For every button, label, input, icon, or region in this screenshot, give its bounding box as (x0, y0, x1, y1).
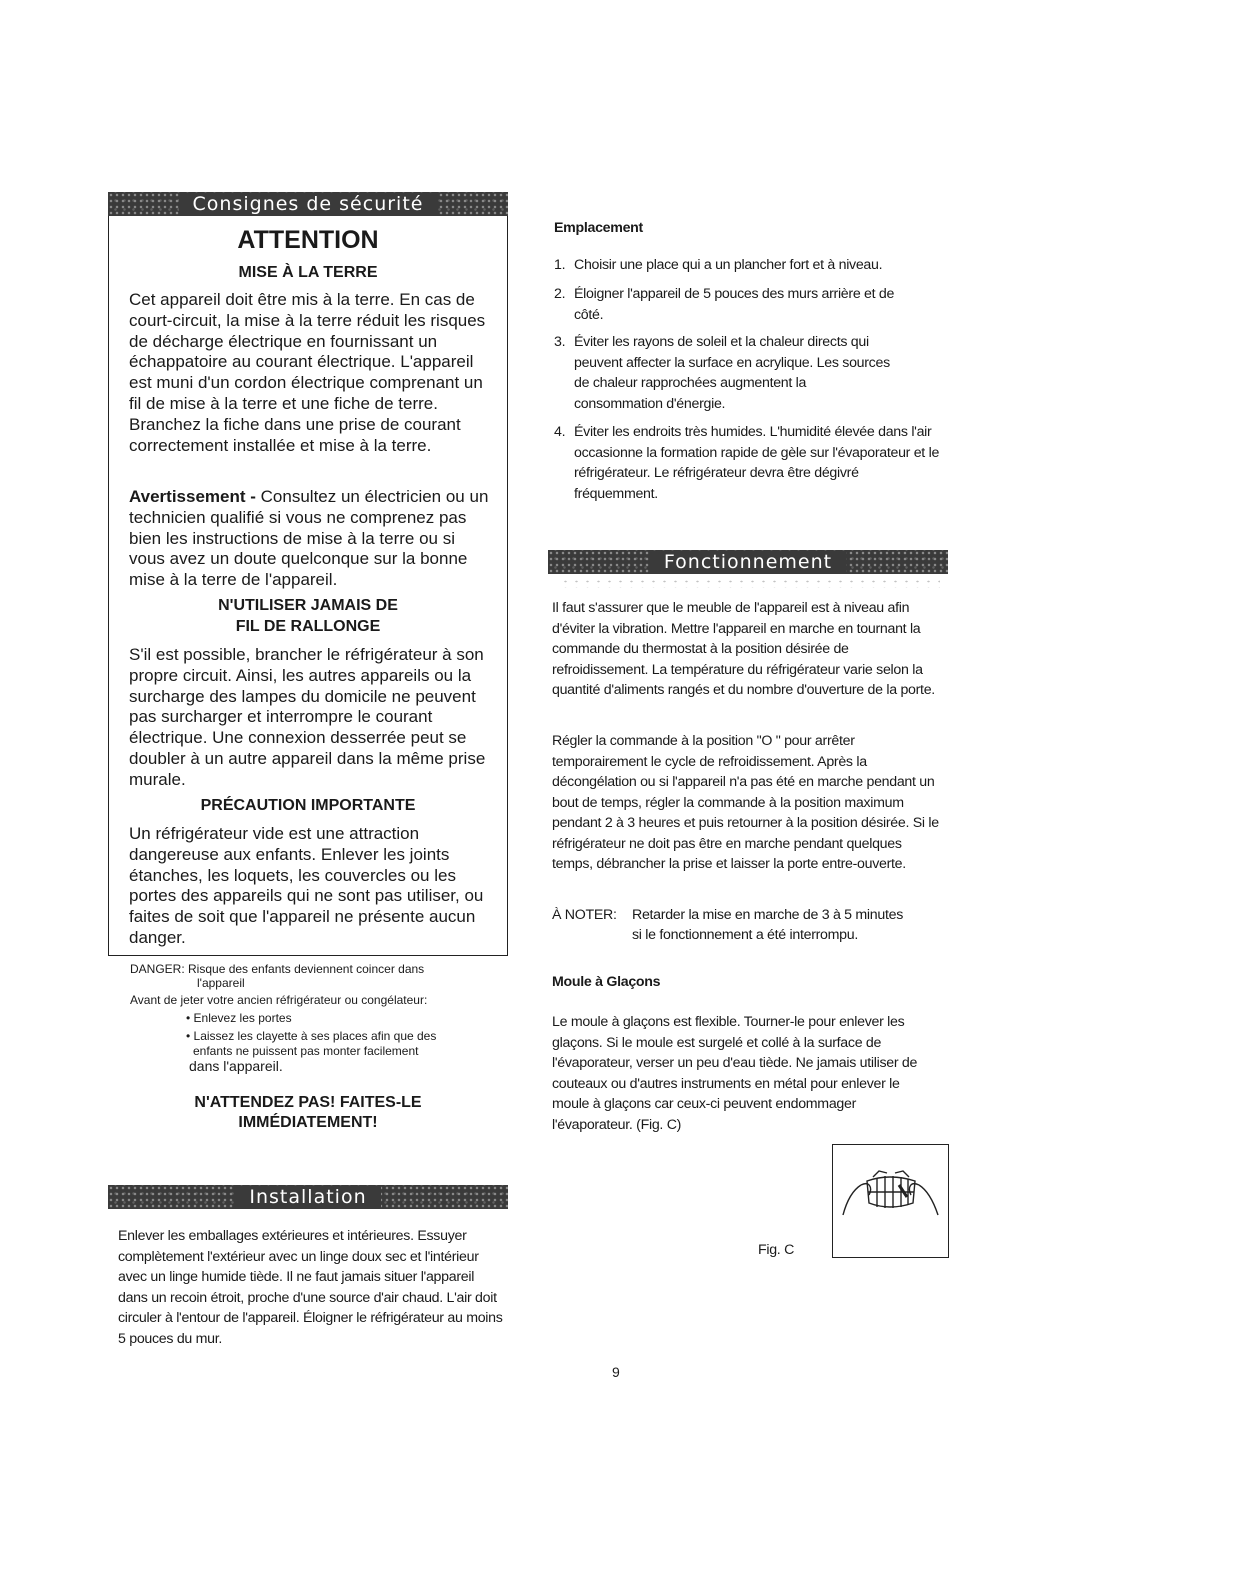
safety-banner (108, 192, 508, 216)
extension-text: S'il est possible, brancher le réfrigérateur à son propre circuit. Ainsi, les autres appareils ou la surcharge des lampes du domicile ne peuvent pas surcharger et interrompre le courant électrique. Une connexion desserrée peut se doubler à un autre appareil dans la même prise murale. (129, 645, 486, 789)
bullet-2a: • Laissez les clayette à ses places afin que des (186, 1029, 437, 1043)
item-number: 4. (554, 424, 566, 440)
emplacement-item-4 (554, 422, 944, 506)
grounding-text: Cet appareil doit être mis à la terre. En cas de court-circuit, la mise à la terre réduit les risques de décharge électrique en fournissant un échappatoire au courant électrique. L'appareil est muni d'un cordon électrique comprenant un fil de mise à la terre et une fiche de terre. Branchez la fiche dans une prise de courant correctement installée et mise à la terre. (129, 290, 486, 455)
installation-banner-text: Installation (235, 1186, 380, 1208)
emplacement-item-3 (554, 332, 934, 416)
extension-title-2: FIL DE RALLONGE (235, 618, 381, 635)
note-label: À NOTER: (552, 907, 617, 923)
fonctionnement-banner (548, 550, 948, 574)
scan-speckle (560, 578, 940, 588)
item-number: 1. (554, 257, 566, 273)
ice-tray-illustration (833, 1145, 948, 1257)
precaution-text: Un réfrigérateur vide est une attraction dangereuse aux enfants. Enlever les joints étanches, les loquets, les couvercles ou les portes des appareils qui ne sont pas utiliser, ou faites de soit que l'appareil ne présente aucun danger. (129, 824, 484, 947)
bullet-2b: enfants ne puissent pas monter facilement (193, 1044, 419, 1058)
emplacement-item-2 (554, 284, 934, 326)
item-number: 2. (554, 286, 566, 302)
grounding-title: MISE À LA TERRE (238, 264, 378, 281)
bullet-2c: dans l'appareil. (189, 1058, 283, 1074)
emplacement-item-1 (554, 255, 934, 277)
extension-title-1: N'UTILISER JAMAIS DE (218, 597, 398, 614)
figure-c (832, 1144, 949, 1258)
safety-banner-text: Consignes de sécurité (179, 193, 438, 215)
fonctionnement-para-1: Il faut s'assurer que le meuble de l'appareil est à niveau afin d'éviter la vibration. Mettre l'appareil en marche en tournant la commande du thermostat à la position désirée de refroidissement. La température du réfrigérateur varie selon la quantité d'aliments rangés et du nombre d'ouverture de la porte. (552, 600, 935, 698)
danger-line-1: DANGER: Risque des enfants deviennent coincer dans (130, 962, 425, 976)
warning-label: Avertissement - (129, 487, 256, 506)
fonctionnement-banner-text: Fonctionnement (650, 551, 846, 573)
installation-text: Enlever les emballages extérieures et intérieures. Essuyer complètement l'extérieur avec un linge doux sec et l'intérieur avec un linge humide tiède. Il ne faut jamais situer l'appareil dans un recoin étroit, proche d'une source d'air chaud. L'air doit circuler à l'entour de l'appareil. Éloigner le réfrigérateur au moins 5 pouces du mur. (118, 1228, 503, 1347)
fonctionnement-para-2: Régler la commande à la position "O " pour arrêter temporairement le cycle de refroidissement. Après la décongélation ou si l'appareil n'a pas été en marche pendant un bout de temps, régler la commande à la position maximum pendant 2 à 3 heures et puis retourner à la position désirée. Si le réfrigérateur ne doit pas être en marche pendant quelques temps, débrancher la prise et laisser la porte entre-ouverte. (552, 733, 939, 872)
warning-paragraph (129, 487, 489, 591)
note-text-2: si le fonctionnement a été interrompu. (632, 927, 858, 943)
attention-heading: ATTENTION (237, 226, 379, 254)
item-text: Éviter les rayons de soleil et la chaleur directs qui peuvent affecter la surface en acrylique. Les sources de chaleur rapprochées augmentent la consommation d'énergie. (574, 334, 890, 412)
precaution-title: PRÉCAUTION IMPORTANTE (200, 797, 416, 814)
bullet-1: • Enlevez les portes (186, 1011, 292, 1025)
figure-c-label: Fig. C (758, 1242, 795, 1258)
danger-line-2: l'appareil (197, 976, 245, 990)
page-number: 9 (612, 1364, 620, 1380)
moule-title: Moule à Glaçons (552, 974, 661, 990)
final-line-2: IMMÉDIATEMENT! (238, 1114, 378, 1131)
note-text-1: Retarder la mise en marche de 3 à 5 minutes (632, 907, 903, 923)
final-line-1: N'ATTENDEZ PAS! FAITES-LE (194, 1094, 422, 1111)
item-text: Éviter les endroits très humides. L'humidité élevée dans l'air occasionne la formation rapide de gèle sur l'évaporateur et le réfrigérateur. Le réfrigérateur devra être dégivré fréquemment. (574, 424, 940, 502)
warning-text: Consultez un électricien ou un technicien qualifié si vous ne comprenez pas bien les instructions de mise à la terre ou si vous avez un doute quelconque sur la bonne mise à la terre de l'appareil. (129, 487, 489, 590)
item-text: Éloigner l'appareil de 5 pouces des murs arrière et de côté. (574, 286, 895, 323)
item-number: 3. (554, 334, 566, 350)
moule-text: Le moule à glaçons est flexible. Tourner-le pour enlever les glaçons. Si le moule est surgelé et collé à la surface de l'évaporateur, verser un peu d'eau tiède. Ne jamais utiliser de couteaux ou d'autres instruments en métal pour enlever le moule à glaçons car ceux-ci peuvent endommager l'évaporateur. (Fig. C) (552, 1014, 918, 1133)
emplacement-title: Emplacement (554, 220, 643, 236)
item-text: Choisir une place qui a un plancher fort et à niveau. (574, 257, 883, 273)
before-line: Avant de jeter votre ancien réfrigérateur ou congélateur: (130, 993, 428, 1007)
installation-banner (108, 1185, 508, 1209)
